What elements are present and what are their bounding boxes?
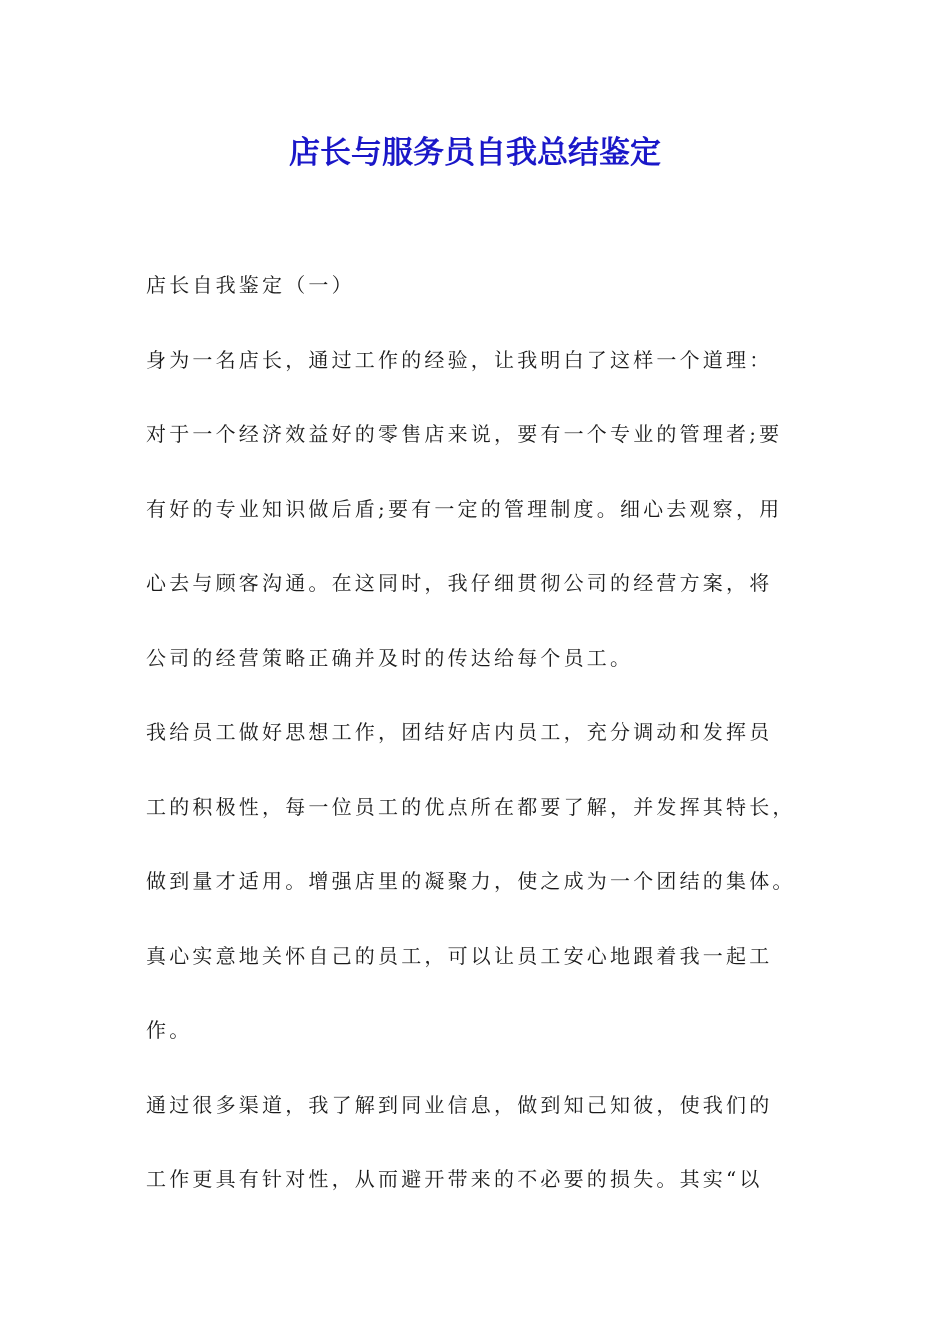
document-title: 店长与服务员自我总结鉴定 — [289, 135, 661, 171]
paragraph-line: 做到量才适用。增强店里的凝聚力，使之成为一个团结的集体。 — [146, 869, 796, 893]
paragraph-line: 通过很多渠道，我了解到同业信息，做到知己知彼，使我们的 — [146, 1093, 773, 1117]
paragraph-line: 我给员工做好思想工作，团结好店内员工，充分调动和发挥员 — [146, 720, 773, 744]
paragraph-line: 作。 — [146, 1018, 193, 1042]
paragraph-line: 工作更具有针对性，从而避开带来的不必要的损失。其实“以 — [146, 1167, 763, 1191]
paragraph-line: 有好的专业知识做后盾;要有一定的管理制度。细心去观察，用 — [146, 497, 783, 521]
paragraph-line: 真心实意地关怀自己的员工，可以让员工安心地跟着我一起工 — [146, 944, 773, 968]
paragraph-line: 对于一个经济效益好的零售店来说，要有一个专业的管理者;要 — [146, 422, 783, 446]
paragraph-line: 心去与顾客沟通。在这同时，我仔细贯彻公司的经营方案，将 — [146, 571, 773, 595]
section-heading: 店长自我鉴定（一） — [146, 273, 355, 297]
paragraph-line: 公司的经营策略正确并及时的传达给每个员工。 — [146, 646, 634, 670]
paragraph-line: 身为一名店长，通过工作的经验，让我明白了这样一个道理： — [146, 348, 773, 372]
paragraph-line: 工的积极性，每一位员工的优点所在都要了解，并发挥其特长， — [146, 795, 796, 819]
